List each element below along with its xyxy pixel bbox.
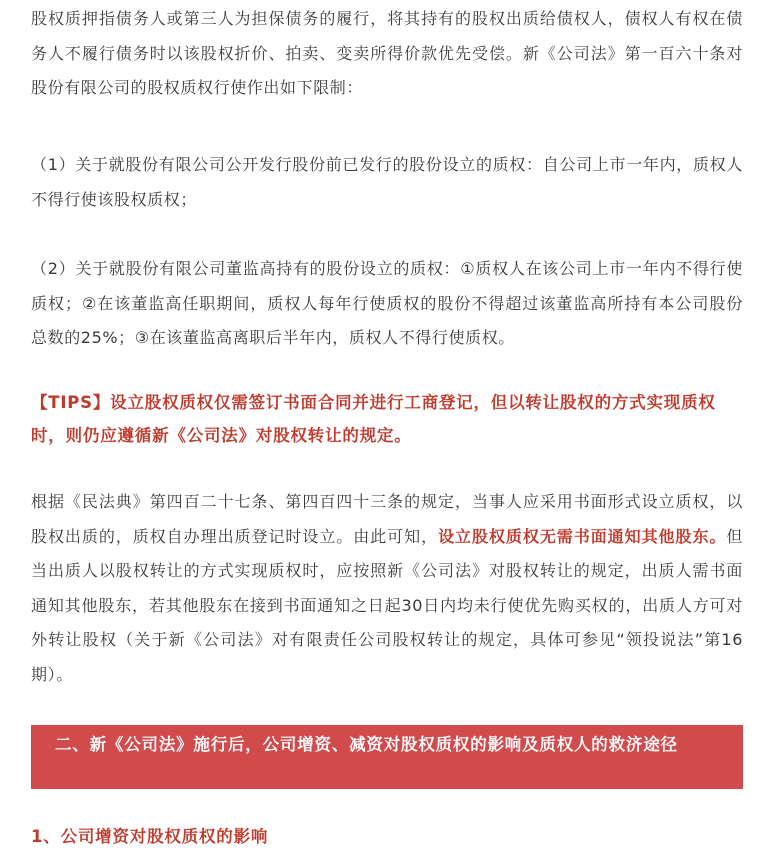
tips-callout: 【TIPS】设立股权质权仅需签订书面合同并进行工商登记，但以转让股权的方式实现质权时，则仍应遵循新《公司法》对股权转让的规定。 (31, 393, 716, 445)
paragraph-civil-code-text-2: 但当出质人以股权转让的方式实现质权时，应按照新《公司法》对股权转让的规定，出质人需书面通知其他股东，若其他股东在接到书面通知之日起30日内均未行使优先购买权的，出质人方可对外转让股权（关于新《公司法》对有限责任公司股权转让的规定，具体可参见“领投说法”第16期）。 (31, 526, 744, 684)
paragraph-civil-code (31, 485, 743, 692)
section-heading-banner: 二、新《公司法》施行后，公司增资、减资对股权质权的影响及质权人的救济途径 (31, 725, 743, 789)
paragraph-civil-code-text-1: 根据《民法典》第四百二十七条、第四百四十三条的规定，当事人应采用书面形式设立质权，以股权出质的，质权自办理出质登记时设立。由此可知， (31, 492, 743, 546)
paragraph-restriction-1: （1）关于就股份有限公司公开发行股份前已发行的股份设立的质权：自公司上市一年内，质权人不得行使该股权质权； (31, 155, 743, 209)
paragraph-restriction-2: （2）关于就股份有限公司董监高持有的股份设立的质权：①质权人在该公司上市一年内不得行使质权；②在该董监高任职期间，质权人每年行使质权的股份不得超过该董监高所持有本公司股份总数的25%；③在该董监高离职后半年内，质权人不得行使质权。 (31, 259, 743, 347)
paragraph-share-pledge-definition: 股权质押指债务人或第三人为担保债务的履行，将其持有的股权出质给债权人，债权人有权在债务人不履行债务时以该股权折价、拍卖、变卖所得价款优先受偿。新《公司法》第一百六十条对股份有限公司的股权质权行使作出如下限制： (31, 9, 743, 97)
highlight-no-notice-required: 设立股权质权无需书面通知其他股东。 (438, 526, 727, 546)
sub-heading-capital-increase: 1、公司增资对股权质权的影响 (31, 827, 269, 846)
